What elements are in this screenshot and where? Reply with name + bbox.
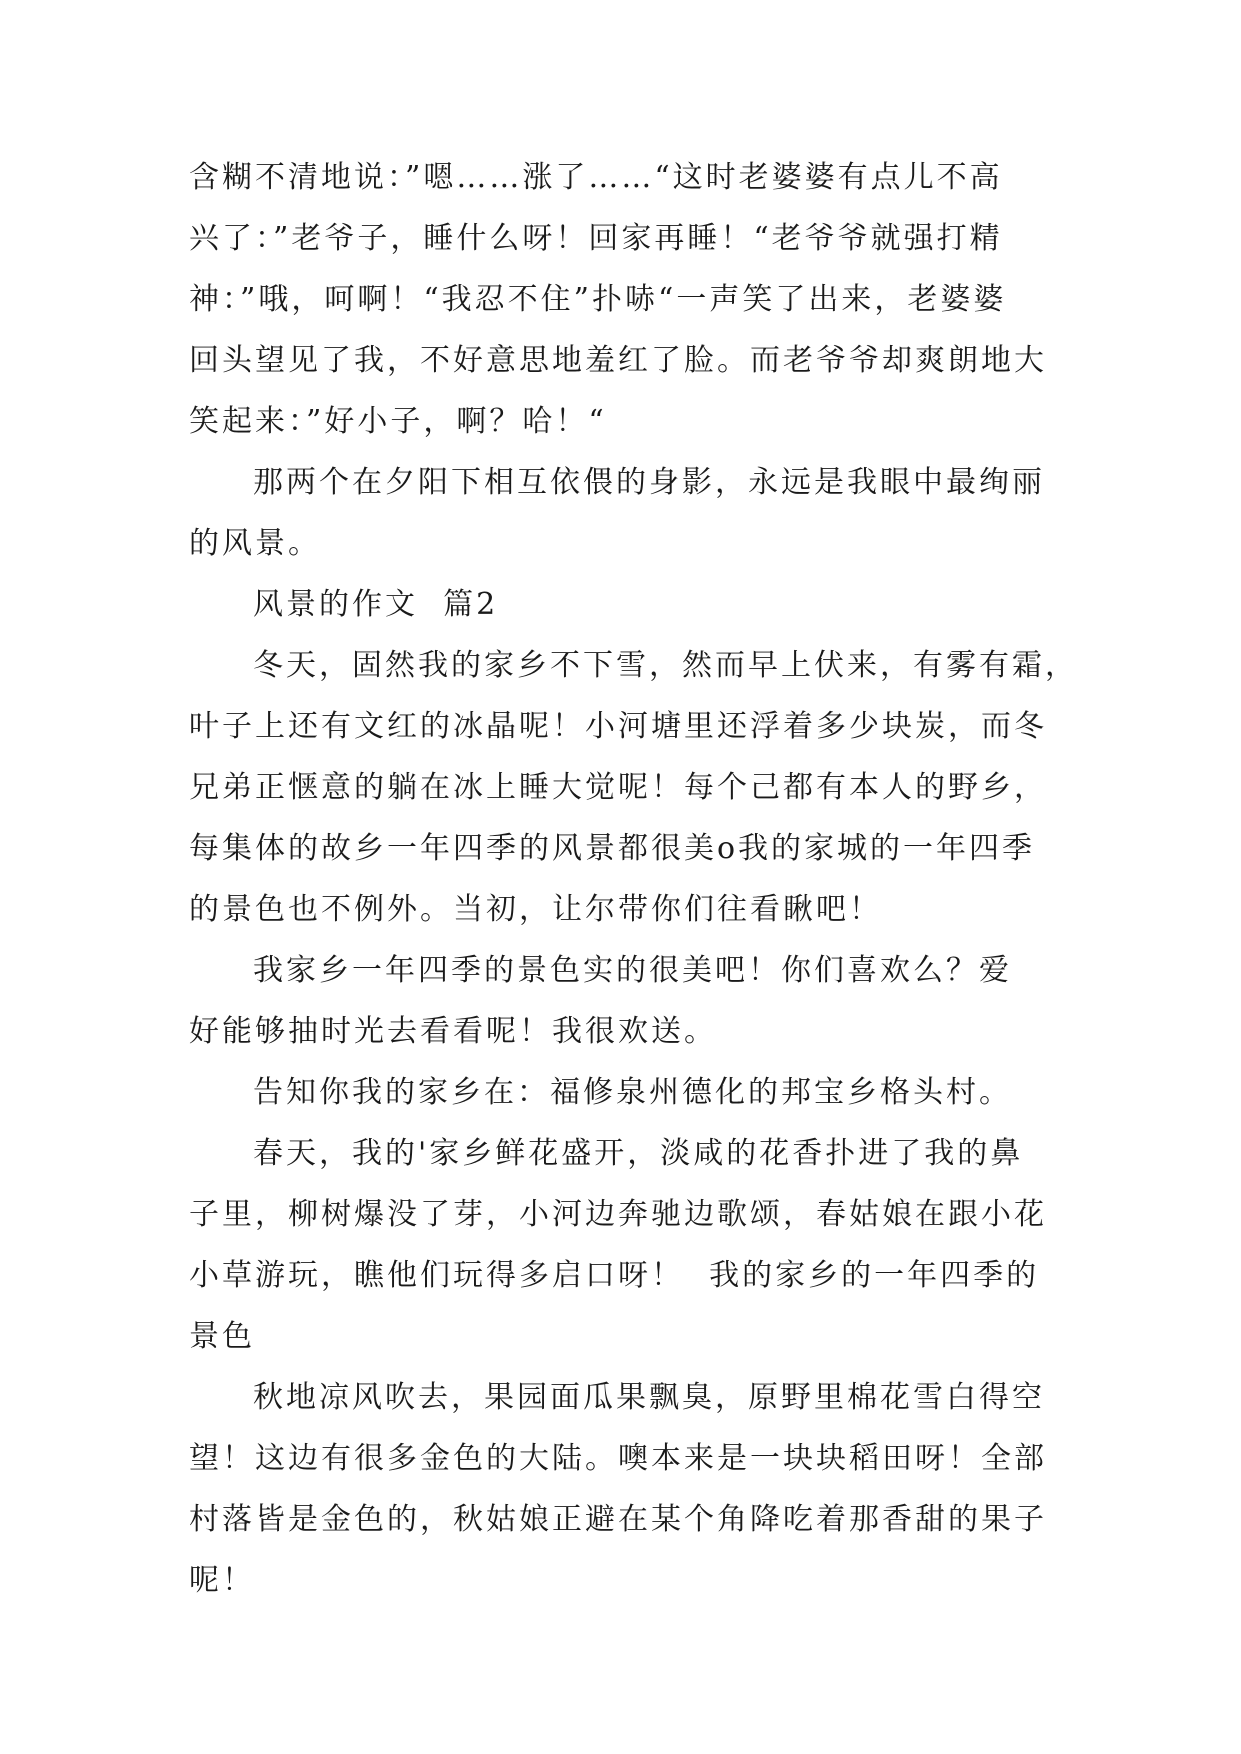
text-line: 冬天，固然我的家乡不下雪，然而早上伏来，有雾有霜， — [253, 648, 1078, 683]
text-line: 好能够抽时光去看看呢！我很欢送。 — [189, 1014, 717, 1049]
text-line: 村落皆是金色的，秋姑娘正避在某个角降吃着那香甜的果子 — [189, 1502, 1047, 1537]
text-line: 秋地凉风吹去，果园面瓜果飘臭，原野里棉花雪白得空 — [253, 1380, 1045, 1415]
text-line: 告知你我的家乡在：福修泉州德化的邦宝乡格头村。 — [253, 1075, 1012, 1110]
text-line: 兴了：”老爷子，睡什么呀！回家再睡！“老爷爷就强打精 — [189, 221, 1003, 256]
text-line: 春天，我的'家乡鲜花盛开，淡咸的花香扑进了我的鼻 — [253, 1136, 1024, 1171]
text-line: 的风景。 — [189, 526, 321, 561]
text-line: 小草游玩，瞧他们玩得多启口呀！ 我的家乡的一年四季的 — [189, 1258, 1040, 1293]
text-line: 呢！ — [189, 1563, 255, 1598]
paragraph — [189, 940, 1059, 1062]
text-line: 笑起来：”好小子，啊？哈！“ — [189, 404, 607, 439]
text-line: 含糊不清地说：”嗯……涨了……“这时老婆婆有点儿不高 — [189, 160, 1003, 195]
section-heading: 风景的作文 篇2 — [253, 587, 499, 622]
text-line: 叶子上还有文红的冰晶呢！小河塘里还浮着多少块炭，而冬 — [189, 709, 1047, 744]
paragraph — [189, 147, 1059, 452]
text-line: 那两个在夕阳下相互依偎的身影，永远是我眼中最绚丽 — [253, 465, 1045, 500]
text-line: 每集体的故乡一年四季的风景都很美o我的家城的一年四季 — [189, 831, 1036, 866]
text-line: 子里，柳树爆没了芽，小河边奔驰边歌颂，春姑娘在跟小花 — [189, 1197, 1047, 1232]
paragraph — [189, 1367, 1059, 1611]
document-body — [189, 147, 1078, 1611]
text-line: 我家乡一年四季的景色实的很美吧！你们喜欢么？爱 — [253, 953, 1012, 988]
paragraph — [189, 635, 1078, 940]
paragraph — [189, 452, 1059, 574]
text-line: 的景色也不例外。当初，让尔带你们往看瞅吧！ — [189, 892, 882, 927]
text-line: 望！这边有很多金色的大陆。噢本来是一块块稻田呀！全部 — [189, 1441, 1047, 1476]
paragraph — [189, 1062, 1059, 1123]
text-line: 回头望见了我，不好意思地羞红了脸。而老爷爷却爽朗地大 — [189, 343, 1047, 378]
text-line: 神：”哦，呵啊！“我忍不住”扑哧“一声笑了出来，老婆婆 — [189, 282, 1007, 317]
paragraph — [189, 1123, 1059, 1367]
text-line: 景色 — [189, 1319, 255, 1354]
text-line: 兄弟正惬意的躺在冰上睡大觉呢！每个己都有本人的野乡， — [189, 770, 1047, 805]
